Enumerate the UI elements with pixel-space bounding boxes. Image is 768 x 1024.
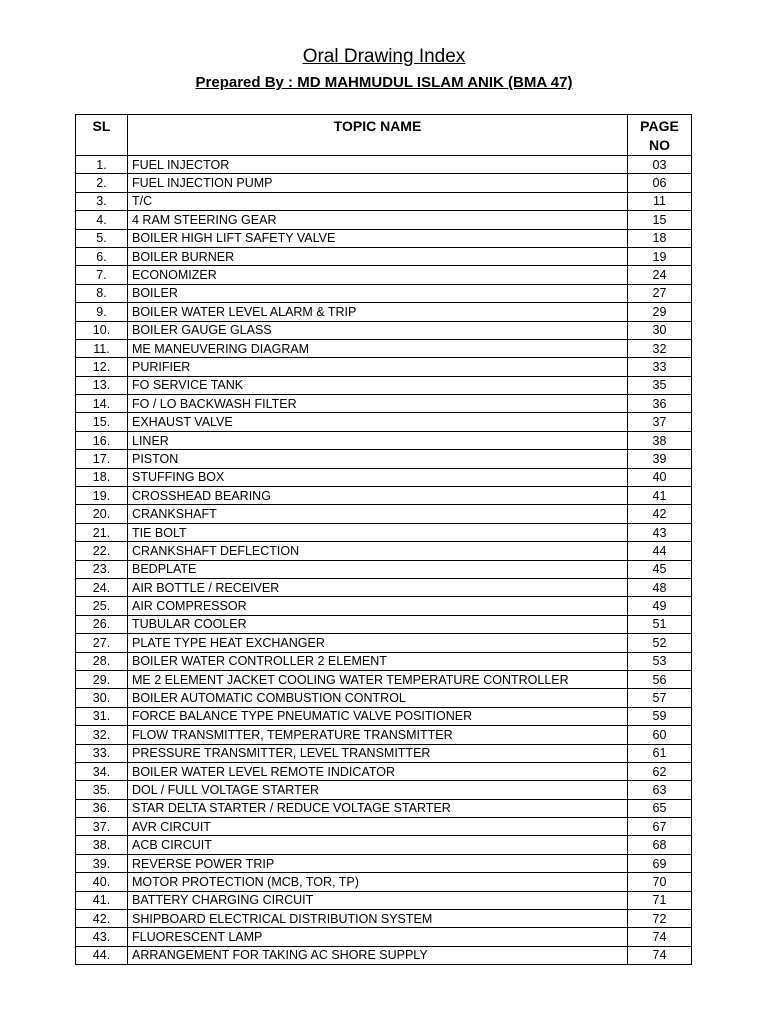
table-row: [76, 303, 692, 321]
page-cell: 41: [628, 487, 692, 505]
topic-cell: ACB CIRCUIT: [128, 836, 628, 854]
sl-cell: 30.: [76, 689, 128, 707]
sl-cell: 2.: [76, 174, 128, 192]
table-row: [76, 652, 692, 670]
sl-cell: 1.: [76, 156, 128, 174]
topic-cell: FLUORESCENT LAMP: [128, 928, 628, 946]
table-row: [76, 597, 692, 615]
topic-cell: FORCE BALANCE TYPE PNEUMATIC VALVE POSITIONER: [128, 707, 628, 725]
sl-cell: 24.: [76, 578, 128, 596]
topic-cell: FUEL INJECTION PUMP: [128, 174, 628, 192]
sl-cell: 33.: [76, 744, 128, 762]
topic-cell: REVERSE POWER TRIP: [128, 854, 628, 872]
page-cell: 68: [628, 836, 692, 854]
table-row: [76, 928, 692, 946]
page-cell: 35: [628, 376, 692, 394]
table-row: [76, 192, 692, 210]
page-cell: 29: [628, 303, 692, 321]
page-cell: 33: [628, 358, 692, 376]
table-row: [76, 229, 692, 247]
topic-cell: TIE BOLT: [128, 523, 628, 541]
page-cell: 49: [628, 597, 692, 615]
index-table: [75, 114, 692, 965]
topic-cell: ARRANGEMENT FOR TAKING AC SHORE SUPPLY: [128, 946, 628, 964]
page-cell: 11: [628, 192, 692, 210]
sl-cell: 41.: [76, 891, 128, 909]
page-cell: 65: [628, 799, 692, 817]
page-cell: 52: [628, 634, 692, 652]
topic-cell: BOILER WATER LEVEL ALARM & TRIP: [128, 303, 628, 321]
header-topic: TOPIC NAME: [128, 115, 628, 156]
topic-cell: PURIFIER: [128, 358, 628, 376]
page-cell: 44: [628, 542, 692, 560]
page-cell: 18: [628, 229, 692, 247]
table-row: [76, 818, 692, 836]
page-cell: 37: [628, 413, 692, 431]
topic-cell: PLATE TYPE HEAT EXCHANGER: [128, 634, 628, 652]
page-cell: 59: [628, 707, 692, 725]
table-row: [76, 266, 692, 284]
page-cell: 72: [628, 910, 692, 928]
sl-cell: 22.: [76, 542, 128, 560]
topic-cell: 4 RAM STEERING GEAR: [128, 211, 628, 229]
sl-cell: 25.: [76, 597, 128, 615]
page-cell: 57: [628, 689, 692, 707]
topic-cell: BOILER WATER LEVEL REMOTE INDICATOR: [128, 762, 628, 780]
table-row: [76, 578, 692, 596]
table-row: [76, 247, 692, 265]
page-cell: 36: [628, 395, 692, 413]
topic-cell: PRESSURE TRANSMITTER, LEVEL TRANSMITTER: [128, 744, 628, 762]
table-row: [76, 339, 692, 357]
page-cell: 19: [628, 247, 692, 265]
header-page-line2: NO: [649, 137, 670, 153]
sl-cell: 5.: [76, 229, 128, 247]
sl-cell: 14.: [76, 395, 128, 413]
page-cell: 62: [628, 762, 692, 780]
table-header-row: [76, 115, 692, 156]
topic-cell: STAR DELTA STARTER / REDUCE VOLTAGE STARTER: [128, 799, 628, 817]
topic-cell: TUBULAR COOLER: [128, 615, 628, 633]
table-row: [76, 174, 692, 192]
topic-cell: BOILER: [128, 284, 628, 302]
table-row: [76, 634, 692, 652]
table-row: [76, 762, 692, 780]
page-cell: 53: [628, 652, 692, 670]
table-row: [76, 542, 692, 560]
topic-cell: AVR CIRCUIT: [128, 818, 628, 836]
topic-cell: DOL / FULL VOLTAGE STARTER: [128, 781, 628, 799]
topic-cell: BOILER HIGH LIFT SAFETY VALVE: [128, 229, 628, 247]
page-cell: 27: [628, 284, 692, 302]
sl-cell: 44.: [76, 946, 128, 964]
page-cell: 60: [628, 726, 692, 744]
sl-cell: 13.: [76, 376, 128, 394]
page-cell: 45: [628, 560, 692, 578]
sl-cell: 38.: [76, 836, 128, 854]
table-row: [76, 505, 692, 523]
sl-cell: 18.: [76, 468, 128, 486]
topic-cell: T/C: [128, 192, 628, 210]
topic-cell: EXHAUST VALVE: [128, 413, 628, 431]
sl-cell: 27.: [76, 634, 128, 652]
topic-cell: BOILER GAUGE GLASS: [128, 321, 628, 339]
sl-cell: 15.: [76, 413, 128, 431]
table-row: [76, 413, 692, 431]
topic-cell: FUEL INJECTOR: [128, 156, 628, 174]
sl-cell: 7.: [76, 266, 128, 284]
page-cell: 42: [628, 505, 692, 523]
sl-cell: 19.: [76, 487, 128, 505]
table-row: [76, 156, 692, 174]
sl-cell: 42.: [76, 910, 128, 928]
table-row: [76, 781, 692, 799]
page-cell: 51: [628, 615, 692, 633]
table-row: [76, 358, 692, 376]
sl-cell: 3.: [76, 192, 128, 210]
topic-cell: ME MANEUVERING DIAGRAM: [128, 339, 628, 357]
table-row: [76, 707, 692, 725]
topic-cell: MOTOR PROTECTION (MCB, TOR, TP): [128, 873, 628, 891]
sl-cell: 12.: [76, 358, 128, 376]
page-cell: 40: [628, 468, 692, 486]
page-cell: 24: [628, 266, 692, 284]
topic-cell: SHIPBOARD ELECTRICAL DISTRIBUTION SYSTEM: [128, 910, 628, 928]
sl-cell: 40.: [76, 873, 128, 891]
topic-cell: AIR BOTTLE / RECEIVER: [128, 578, 628, 596]
header-page: [628, 115, 692, 156]
sl-cell: 17.: [76, 450, 128, 468]
topic-cell: FLOW TRANSMITTER, TEMPERATURE TRANSMITTER: [128, 726, 628, 744]
sl-cell: 6.: [76, 247, 128, 265]
sl-cell: 16.: [76, 431, 128, 449]
table-row: [76, 726, 692, 744]
page-cell: 69: [628, 854, 692, 872]
document-subtitle: Prepared By : MD MAHMUDUL ISLAM ANIK (BMA 47): [195, 74, 573, 91]
topic-cell: FO / LO BACKWASH FILTER: [128, 395, 628, 413]
topic-cell: CRANKSHAFT DEFLECTION: [128, 542, 628, 560]
topic-cell: LINER: [128, 431, 628, 449]
page-cell: 70: [628, 873, 692, 891]
sl-cell: 43.: [76, 928, 128, 946]
table-row: [76, 891, 692, 909]
sl-cell: 31.: [76, 707, 128, 725]
topic-cell: CRANKSHAFT: [128, 505, 628, 523]
topic-cell: FO SERVICE TANK: [128, 376, 628, 394]
sl-cell: 28.: [76, 652, 128, 670]
table-row: [76, 284, 692, 302]
sl-cell: 8.: [76, 284, 128, 302]
sl-cell: 21.: [76, 523, 128, 541]
table-row: [76, 468, 692, 486]
page-cell: 38: [628, 431, 692, 449]
topic-cell: STUFFING BOX: [128, 468, 628, 486]
sl-cell: 11.: [76, 339, 128, 357]
page-cell: 43: [628, 523, 692, 541]
page-cell: 74: [628, 928, 692, 946]
topic-cell: PISTON: [128, 450, 628, 468]
table-row: [76, 431, 692, 449]
sl-cell: 37.: [76, 818, 128, 836]
table-row: [76, 560, 692, 578]
sl-cell: 35.: [76, 781, 128, 799]
document-title: Oral Drawing Index: [302, 46, 466, 67]
topic-cell: AIR COMPRESSOR: [128, 597, 628, 615]
sl-cell: 29.: [76, 670, 128, 688]
table-row: [76, 376, 692, 394]
table-row: [76, 744, 692, 762]
topic-cell: CROSSHEAD BEARING: [128, 487, 628, 505]
page-cell: 67: [628, 818, 692, 836]
table-row: [76, 321, 692, 339]
page-cell: 48: [628, 578, 692, 596]
topic-cell: BOILER AUTOMATIC COMBUSTION CONTROL: [128, 689, 628, 707]
page-cell: 71: [628, 891, 692, 909]
sl-cell: 32.: [76, 726, 128, 744]
table-row: [76, 523, 692, 541]
page-cell: 03: [628, 156, 692, 174]
table-row: [76, 910, 692, 928]
table-row: [76, 395, 692, 413]
table-row: [76, 487, 692, 505]
topic-cell: BEDPLATE: [128, 560, 628, 578]
page-cell: 61: [628, 744, 692, 762]
header-sl: SL: [76, 115, 128, 156]
topic-cell: ME 2 ELEMENT JACKET COOLING WATER TEMPERATURE CONTROLLER: [128, 670, 628, 688]
table-row: [76, 854, 692, 872]
page-cell: 63: [628, 781, 692, 799]
page-cell: 30: [628, 321, 692, 339]
table-row: [76, 873, 692, 891]
header-page-line1: PAGE: [640, 118, 679, 134]
table-row: [76, 836, 692, 854]
page-cell: 56: [628, 670, 692, 688]
table-row: [76, 799, 692, 817]
page-cell: 39: [628, 450, 692, 468]
topic-cell: BATTERY CHARGING CIRCUIT: [128, 891, 628, 909]
table-row: [76, 689, 692, 707]
topic-cell: BOILER WATER CONTROLLER 2 ELEMENT: [128, 652, 628, 670]
sl-cell: 9.: [76, 303, 128, 321]
sl-cell: 26.: [76, 615, 128, 633]
sl-cell: 36.: [76, 799, 128, 817]
page-cell: 32: [628, 339, 692, 357]
table-row: [76, 450, 692, 468]
sl-cell: 39.: [76, 854, 128, 872]
table-row: [76, 211, 692, 229]
page-cell: 74: [628, 946, 692, 964]
sl-cell: 20.: [76, 505, 128, 523]
page-cell: 06: [628, 174, 692, 192]
page-cell: 15: [628, 211, 692, 229]
topic-cell: BOILER BURNER: [128, 247, 628, 265]
sl-cell: 34.: [76, 762, 128, 780]
sl-cell: 4.: [76, 211, 128, 229]
table-row: [76, 946, 692, 964]
sl-cell: 23.: [76, 560, 128, 578]
topic-cell: ECONOMIZER: [128, 266, 628, 284]
sl-cell: 10.: [76, 321, 128, 339]
table-row: [76, 670, 692, 688]
table-row: [76, 615, 692, 633]
